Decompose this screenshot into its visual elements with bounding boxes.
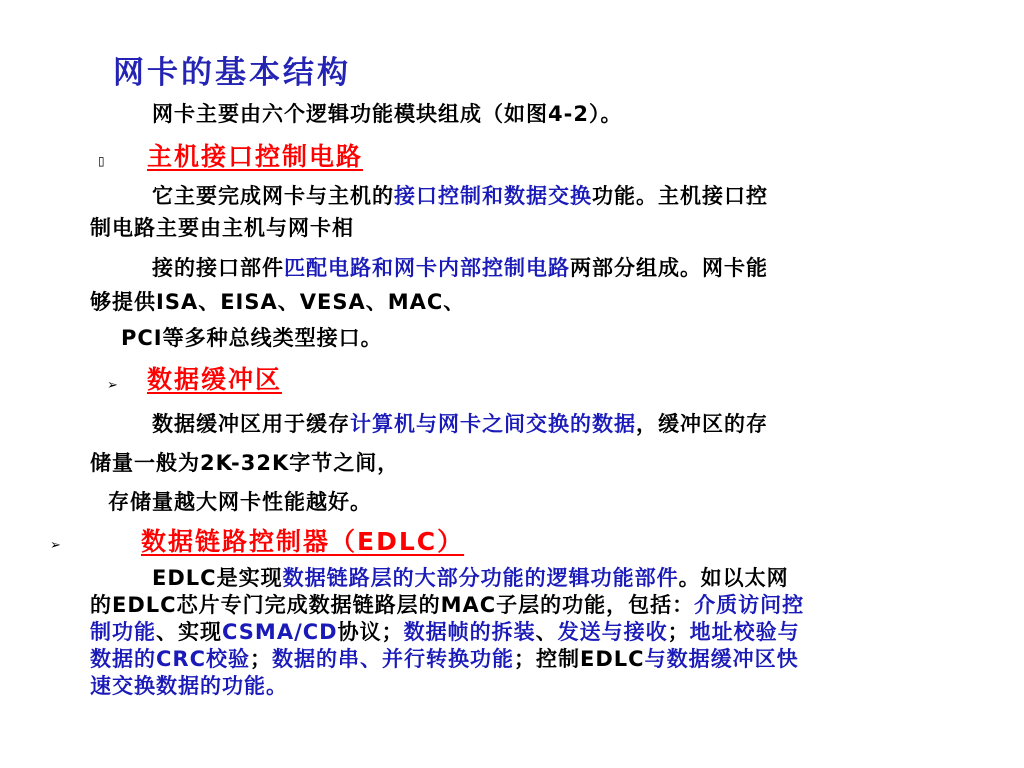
highlight-span: 数据的CRC校验 <box>90 647 250 671</box>
paragraph-line <box>152 180 768 210</box>
section-heading-host-interface: 主机接口控制电路 <box>147 142 364 171</box>
paragraph-line: 够提供ISA、EISA、VESA、MAC、 <box>90 290 466 314</box>
highlight-span: 发送与接收 <box>557 620 668 644</box>
paragraph-line: 存储量越大网卡性能越好。 <box>108 490 372 514</box>
paragraph-line <box>90 589 804 619</box>
paragraph-line <box>90 616 800 646</box>
paragraph-line: 制电路主要由主机与网卡相 <box>90 216 354 240</box>
paragraph-line <box>152 408 768 438</box>
text-span: 、 <box>535 620 558 644</box>
paragraph-line <box>90 643 799 673</box>
text-span: ； <box>250 647 272 671</box>
text-span: EDLC是实现 <box>152 566 283 590</box>
arrow-bullet-icon: ➢ <box>107 378 118 393</box>
arrow-bullet-icon: ➢ <box>50 538 61 553</box>
section-heading-data-buffer: 数据缓冲区 <box>147 365 283 394</box>
paragraph-line <box>152 562 789 592</box>
text-span: 两部分组成。网卡能 <box>570 256 768 280</box>
paragraph-line <box>152 252 768 282</box>
text-span: 协议； <box>337 620 404 644</box>
text-span: 的EDLC芯片专门完成数据链路层的MAC子层的功能，包括： <box>90 593 695 617</box>
intro-text: 网卡主要由六个逻辑功能模块组成（如图4-2）。 <box>152 102 623 126</box>
highlight-span: 地址校验与 <box>689 620 800 644</box>
text-span: 、实现 <box>156 620 222 644</box>
page-title: 网卡的基本结构 <box>113 55 351 91</box>
text-span: 它主要完成网卡与主机的 <box>152 184 394 208</box>
highlight-span: 数据链路层的大部分功能的逻辑功能部件 <box>282 566 679 590</box>
highlight-span: 与数据缓冲区快 <box>644 647 799 671</box>
paragraph-line: 速交换数据的功能。 <box>90 674 288 698</box>
highlight-span: 数据的串、并行转换功能 <box>272 647 514 671</box>
text-span: 接的接口部件 <box>152 256 284 280</box>
highlight-span: 数据帧的拆装 <box>403 620 536 644</box>
text-span: ；控制EDLC <box>514 647 645 671</box>
highlight-span: 制功能 <box>90 620 156 644</box>
bullet-marker: ▯ <box>98 154 105 168</box>
highlight-span: 接口控制和数据交换 <box>394 184 592 208</box>
section-heading-edlc: 数据链路控制器（EDLC） <box>141 527 465 556</box>
text-span: 功能。主机接口控 <box>592 184 768 208</box>
highlight-span: 计算机与网卡之间交换的数据 <box>350 412 636 436</box>
highlight-span: 匹配电路和网卡内部控制电路 <box>284 256 570 280</box>
text-span: 。如以太网 <box>678 566 789 590</box>
text-span: 数据缓冲区用于缓存 <box>152 412 350 436</box>
highlight-span: CSMA/CD <box>222 620 338 644</box>
paragraph-line: PCI等多种总线类型接口。 <box>121 326 383 350</box>
highlight-span: 介质访问控 <box>694 593 805 617</box>
paragraph-line: 储量一般为2K-32K字节之间， <box>90 451 400 475</box>
text-span: ； <box>667 620 690 644</box>
text-span: ，缓冲区的存 <box>636 412 768 436</box>
